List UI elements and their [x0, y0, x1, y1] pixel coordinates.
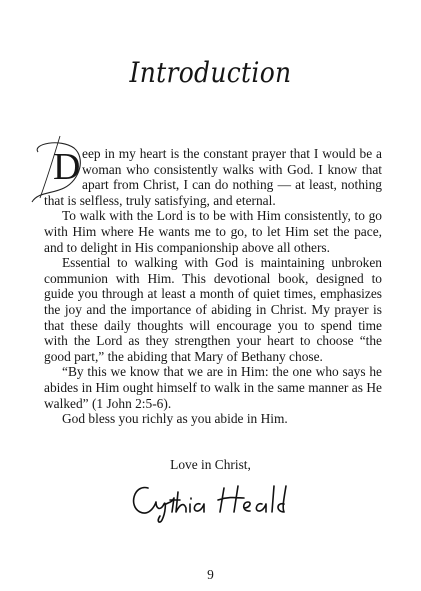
paragraph-1-text: eep in my heart is the constant prayer that I would be a woman who consistently walks with God. I know that apart from Christ, I can do nothing — at least, nothing that is selfless, truly satisfying, and eternal. [44, 146, 382, 208]
paragraph-3: Essential to walking with God is maintaining unbroken communion with Him. This devotional book, designed to guide you through at least a month of quiet times, emphasizes the joy and the importance of abiding in Christ. My prayer is that these daily thoughts will encourage you to spend time with the Lord as they strengthen your heart to choose “the good part,” the abiding that Mary of Bethany chose. [44, 255, 382, 364]
body-text [44, 146, 382, 427]
closing-line: Love in Christ, [170, 457, 251, 472]
paragraph-2: To walk with the Lord is to be with Him consistently, to go with Him where He wants me to go, to let Him set the pace, and to delight in His companionship above all others. [44, 208, 382, 255]
page-number: 9 [207, 567, 214, 582]
dropcap-letter: D [53, 146, 81, 188]
handwritten-signature [126, 478, 296, 531]
paragraph-1 [44, 146, 382, 208]
chapter-title: Introduction [129, 56, 292, 89]
decorative-dropcap [34, 144, 80, 192]
paragraph-4: “By this we know that we are in Him: the one who says he abides in Him ought himself to walk in the same manner as He walked” (1 John 2:5-6). [44, 364, 382, 411]
paragraph-5: God bless you richly as you abide in Him. [62, 411, 288, 427]
